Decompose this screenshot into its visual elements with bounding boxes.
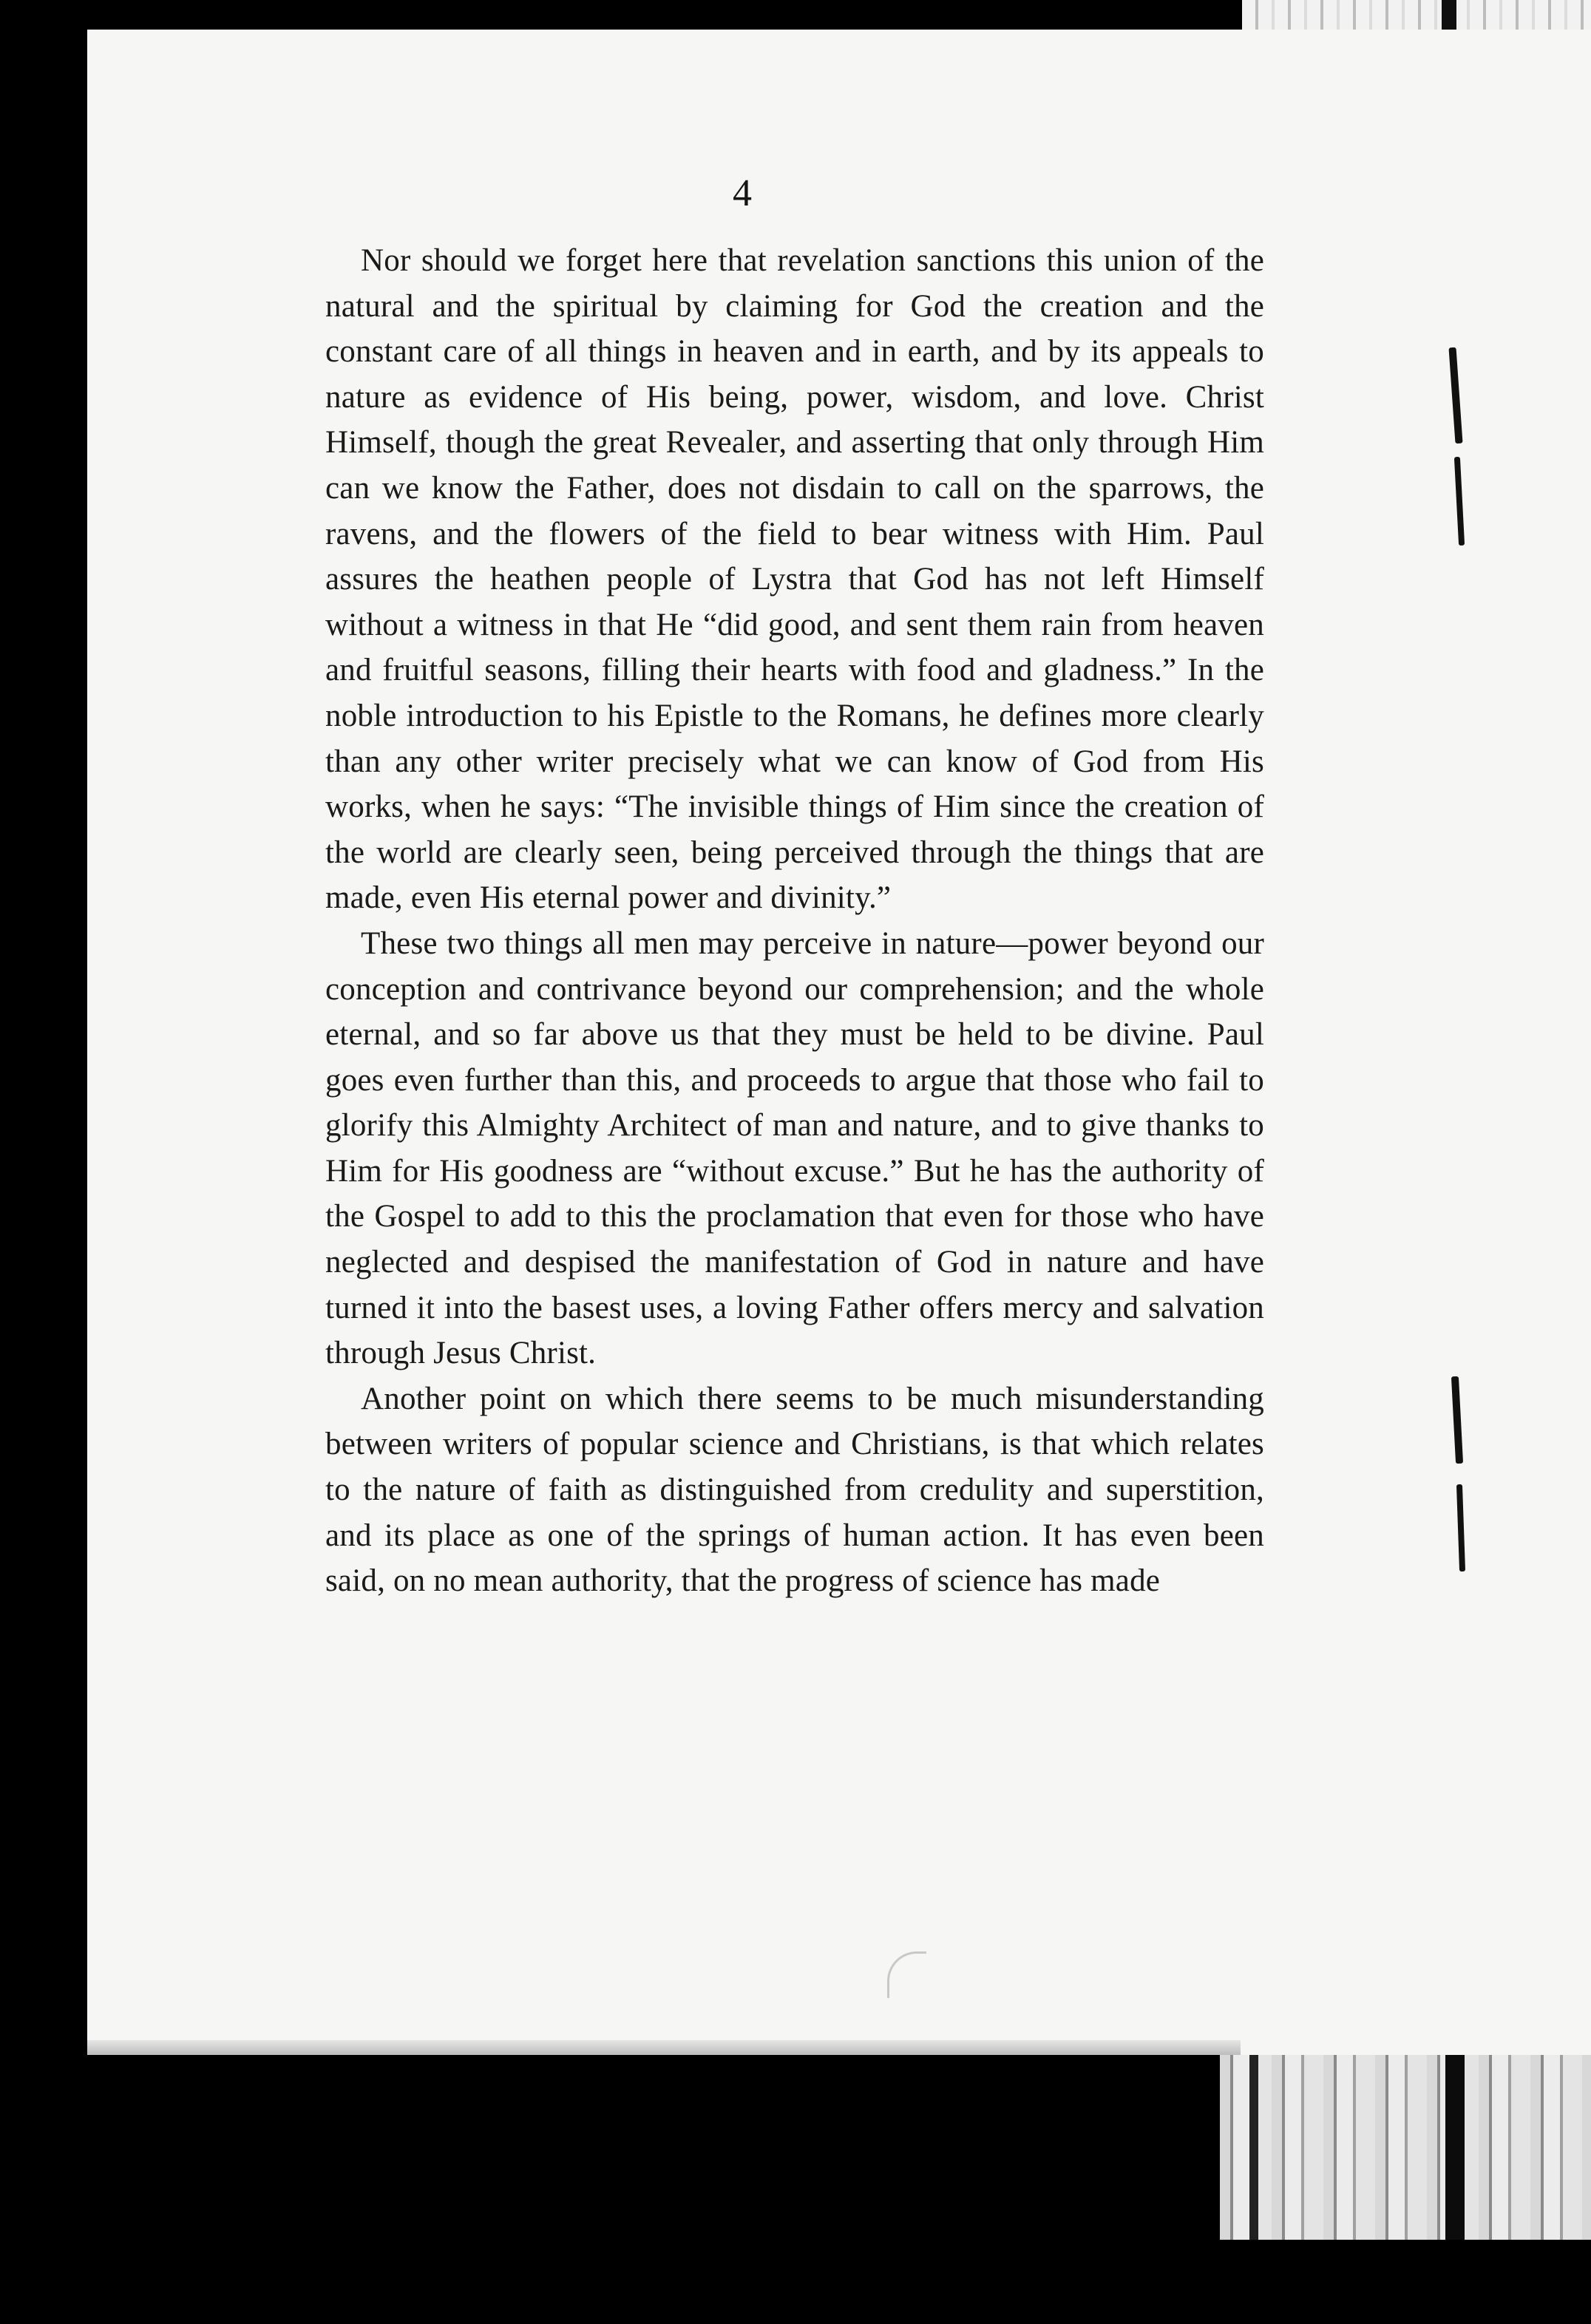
page-bottom-shadow	[87, 2040, 1241, 2055]
scan-edge-bar-bottom-left	[1249, 2055, 1258, 2240]
page-number: 4	[733, 172, 752, 214]
scan-edge-bar-bottom-right	[1445, 2055, 1465, 2240]
body-text	[325, 238, 1264, 1604]
paragraph: Another point on which there seems to be much misunderstanding between writers of popular science and Christians, is that which relates to the nature of faith as distinguished from credulity and superstition, and its place as one of the springs of human action. It has even been said, on no mean authority, that the progress of science has made	[325, 1381, 1264, 1599]
adjacent-page-edge-top	[1242, 0, 1591, 30]
adjacent-page-edge-bottom	[1220, 2055, 1591, 2240]
paragraph: These two things all men may perceive in nature—power beyond our conception and contrivance beyond our comprehension; and the whole eternal, and so far above us that they must be held to be divine. Paul goes even further than this, and proceeds to argue that those who fail to glorify this Almighty Architect of man and nature, and to give thanks to Him for His goodness are “without excuse.” But he has the authority of the Gospel to add to this the proclamation that even for those who have neglected and despised the manifestation of God in nature and have turned it into the basest uses, a loving Father offers mercy and salvation through Jesus Christ.	[325, 925, 1264, 1371]
scan-edge-bar-top	[1442, 0, 1456, 30]
paragraph: Nor should we forget here that revelation sanctions this union of the natural and the spiritual by claiming for God the creation and the constant care of all things in heaven and in earth, and by its appeals to nature as evidence of His being, power, wisdom, and love. Christ Himself, though the great Revealer, and asserting that only through Him can we know the Father, does not disdain to call on the sparrows, the ravens, and the flowers of the field to bear witness with Him. Paul assures the heathen people of Lystra that God has not left Himself without a witness in that He “did good, and sent them rain from heaven and fruitful seasons, filling their hearts with food and gladness.” In the noble introduction to his Epistle to the Romans, he defines more clearly than any other writer precisely what we can know of God from His works, when he says: “The invisible things of Him since the creation of the world are clearly seen, being perceived through the things that are made, even His eternal power and divinity.”	[325, 243, 1264, 916]
